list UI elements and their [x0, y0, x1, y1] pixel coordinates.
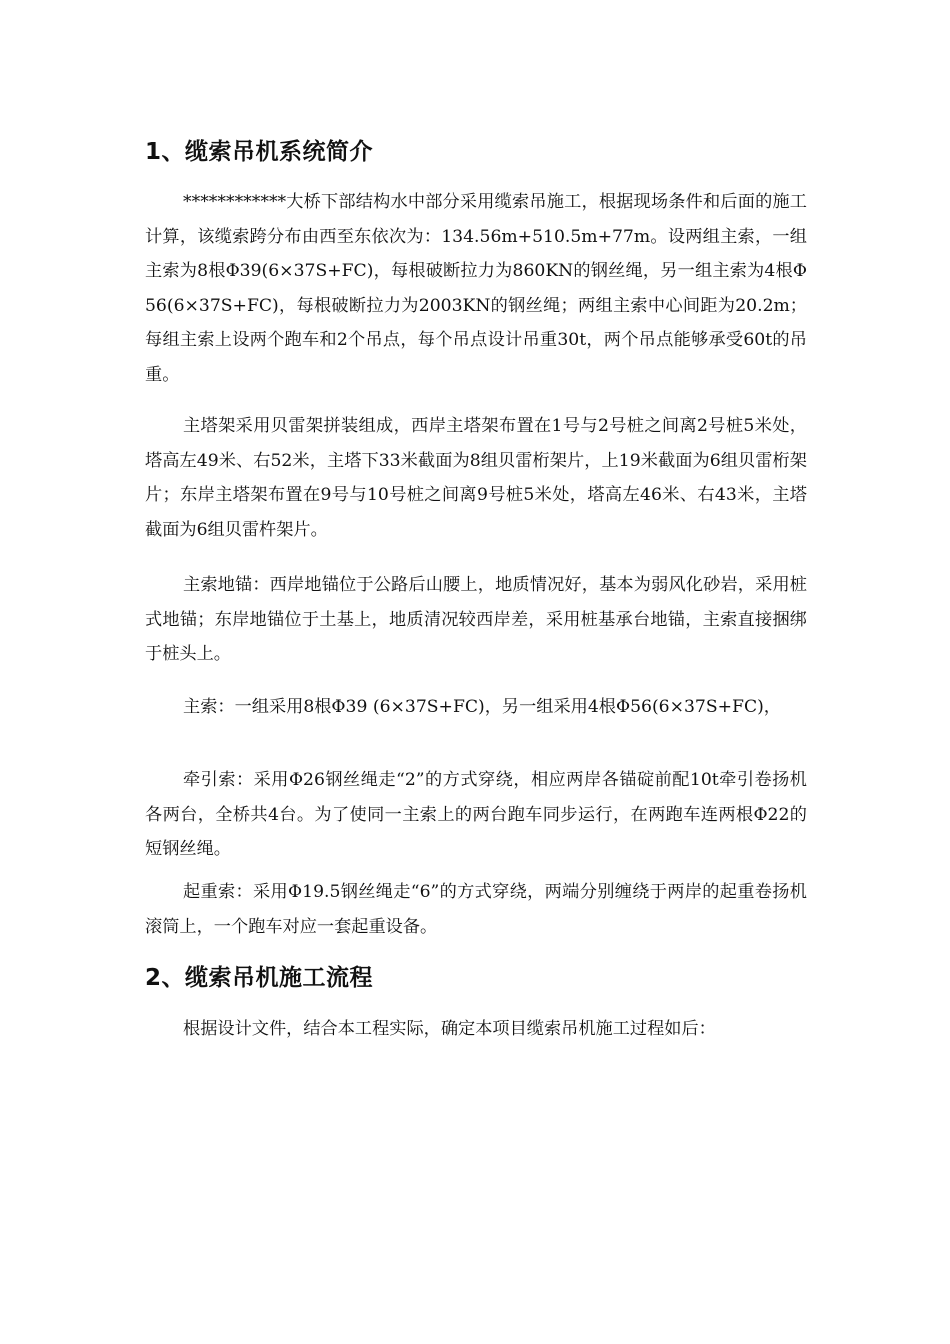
paragraph-cable-system-overview: ************大桥下部结构水中部分采用缆索吊施工，根据现场条件和后面的施工计算，该缆索跨分布由西至东依次为：134.56m+510.5m+77m。设两组主索，一组主索为8根Φ39(6×37S+FC)，每根破断拉力为860KN的钢丝绳，另一组主索为4根Φ56(6×37S+FC)，每根破断拉力为2003KN的钢丝绳；两组主索中心间距为20.2m；每组主索上设两个跑车和2个吊点，每个吊点设计吊重30t，两个吊点能够承受60t的吊重。 — [145, 192, 807, 385]
paragraph-traction-cable: 牵引索：采用Φ26钢丝绳走“2”的方式穿绕，相应两岸各锚碇前配10t牵引卷扬机各两台，全桥共4台。为了使同一主索上的两台跑车同步运行，在两跑车连两根Φ22的短钢丝绳。 — [145, 770, 807, 859]
section-heading-1: 1、缆索吊机系统简介 — [145, 139, 374, 165]
section-heading-2: 2、缆索吊机施工流程 — [145, 965, 374, 991]
paragraph-main-cable-anchor: 主索地锚：西岸地锚位于公路后山腰上，地质情况好，基本为弱风化砂岩，采用桩式地锚；东岸地锚位于土基上，地质清况较西岸差，采用桩基承台地锚，主索直接捆绑于桩头上。 — [145, 575, 807, 664]
paragraph-construction-process: 根据设计文件，结合本工程实际，确定本项目缆索吊机施工过程如后： — [183, 1019, 716, 1039]
paragraph-lifting-cable: 起重索：采用Φ19.5钢丝绳走“6”的方式穿绕，两端分别缠绕于两岸的起重卷扬机滚筒上，一个跑车对应一套起重设备。 — [145, 882, 807, 937]
paragraph-main-tower: 主塔架采用贝雷架拼装组成，西岸主塔架布置在1号与2号桩之间离2号桩5米处，塔高左49米、右52米，主塔下33米截面为8组贝雷桁架片，上19米截面为6组贝雷桁架片；东岸主塔架布置在9号与10号桩之间离9号桩5米处，塔高左46米、右43米，主塔截面为6组贝雷杵架片。 — [145, 416, 807, 540]
paragraph-main-cable: 主索：一组采用8根Φ39 (6×37S+FC)，另一组采用4根Φ56(6×37S+FC)， — [183, 697, 781, 717]
